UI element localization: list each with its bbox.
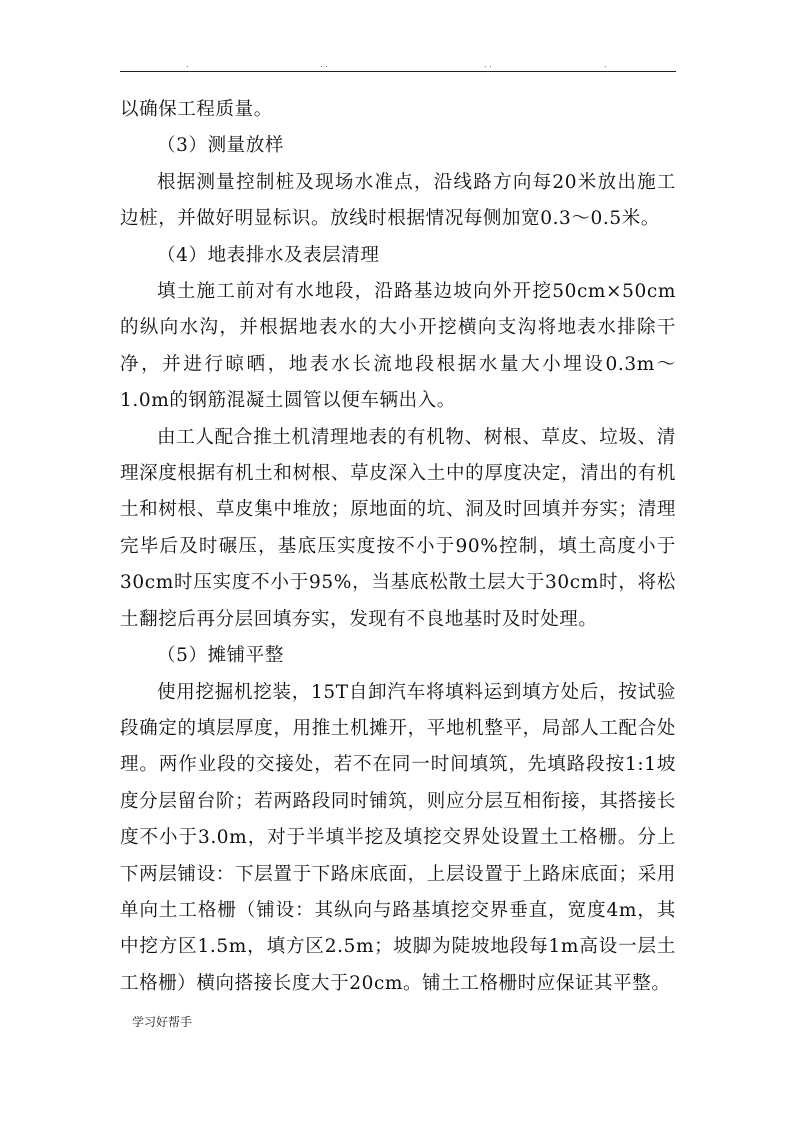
- paragraph-survey: 根据测量控制桩及现场水准点，沿线路方向每20米放出施工边桩，并做好明显标识。放线时根据情况每侧加宽0.3～0.5米。: [120, 171, 676, 230]
- header-rule: [120, 71, 676, 72]
- header-dot-4: .: [604, 60, 607, 69]
- header-dots: [120, 60, 676, 70]
- paragraph-clearing: 由工人配合推土机清理地表的有机物、树根、草皮、垃圾、清理深度根据有机土和树根、草皮深入土中的厚度决定，清出的有机土和树根、草皮集中堆放；原地面的坑、洞及时回填并夯实；清理完毕后及时碾压，基底压实度按不小于90%控制，填土高度小于30cm时压实度不小于95%，当基底松散土层大于30cm时，将松土翻挖后再分层回填夯实，发现有不良地基时及时处理。: [120, 426, 676, 630]
- header-dot-3: . .: [484, 60, 492, 69]
- paragraph-spreading: 使用挖掘机挖装，15T自卸汽车将填料运到填方处后，按试验段确定的填层厚度，用推土机摊开，平地机整平，局部人工配合处理。两作业段的交接处，若不在同一时间填筑，先填路段按1:1坡度分层留台阶；若两路段同时铺筑，则应分层互相衔接，其搭接长度不小于3.0m，对于半填半挖及填挖交界处设置土工格栅。分上下两层铺设：下层置于下路床底面，上层设置于上路床底面；采用单向土工格栅（铺设：其纵向与路基填挖交界垂直，宽度4m，其中挖方区1.5m，填方区2.5m；坡脚为陡坡地段每1m高设一层土工格栅）横向搭接长度大于20cm。铺土工格栅时应保证其平整。: [120, 681, 676, 994]
- section-heading-drainage: （4）地表排水及表层清理: [157, 244, 380, 266]
- header-dot-2: . .: [320, 60, 328, 69]
- paragraph-drainage: 填土施工前对有水地段，沿路基边坡向外开挖50cm×50cm的纵向水沟，并根据地表水的大小开挖横向支沟将地表水排除干净，并进行晾晒，地表水长流地段根据水量大小埋设0.3m～1.0m的钢筋混凝土圆管以便车辆出入。: [120, 281, 676, 412]
- section-heading-spreading: （5）摊铺平整: [157, 645, 284, 667]
- section-heading-survey: （3）测量放样: [157, 135, 284, 157]
- document-body: [120, 92, 676, 1002]
- paragraph-continuation: 以确保工程质量。: [120, 99, 273, 120]
- header-dot-1: .: [186, 60, 189, 69]
- footer-label: 学习好帮手: [132, 1015, 193, 1029]
